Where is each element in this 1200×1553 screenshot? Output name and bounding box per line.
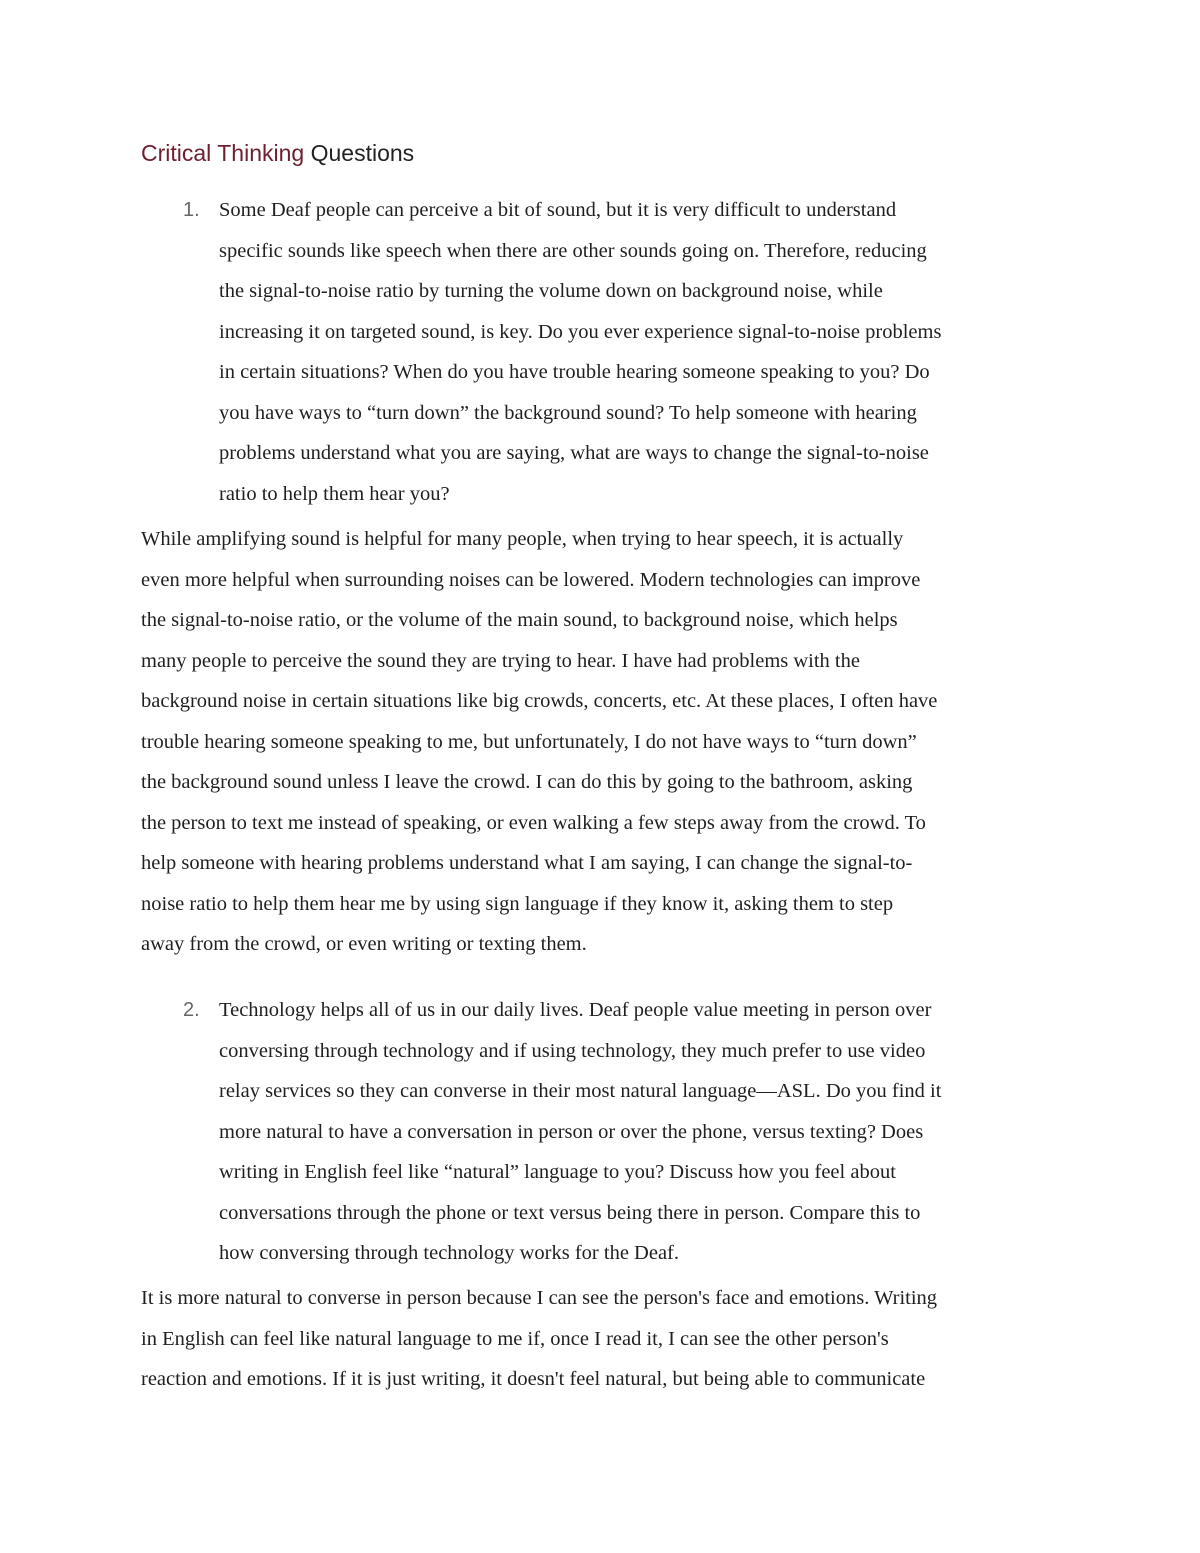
- question-1-line: ratio to help them hear you?: [219, 482, 450, 505]
- answer-1-line: While amplifying sound is helpful for many people, when trying to hear speech, it is actually: [141, 528, 904, 550]
- question-1: [183, 190, 1069, 514]
- question-2-line: more natural to have a conversation in person or over the phone, versus texting? Does: [219, 1120, 924, 1143]
- question-1-line: you have ways to “turn down” the background sound? To help someone with hearing: [219, 401, 917, 424]
- question-2-line: conversations through the phone or text versus being there in person. Compare this to: [219, 1201, 921, 1224]
- answer-1-line: many people to perceive the sound they are trying to hear. I have had problems with the: [141, 649, 860, 672]
- question-2-line: conversing through technology and if using technology, they much prefer to use video: [219, 1039, 926, 1062]
- question-2: [183, 990, 1069, 1274]
- answer-1-line: even more helpful when surrounding noises can be lowered. Modern technologies can improve: [141, 568, 921, 591]
- question-1-line: increasing it on targeted sound, is key. Do you ever experience signal-to-noise problems: [219, 320, 942, 343]
- question-1-line: specific sounds like speech when there are other sounds going on. Therefore, reducing: [219, 239, 927, 262]
- answer-1-line: the background sound unless I leave the crowd. I can do this by going to the bathroom, asking: [141, 771, 913, 793]
- answer-1-line: trouble hearing someone speaking to me, but unfortunately, I do not have ways to “turn down”: [141, 730, 917, 753]
- answer-2-line: It is more natural to converse in person because I can see the person's face and emotions. Writing: [141, 1287, 938, 1309]
- question-1-line: in certain situations? When do you have trouble hearing someone speaking to you? Do: [219, 361, 930, 383]
- answer-2-line: reaction and emotions. If it is just writing, it doesn't feel natural, but being able to communicate: [141, 1368, 926, 1390]
- question-1-line: the signal-to-noise ratio by turning the volume down on background noise, while: [219, 280, 883, 302]
- question-1-line: Some Deaf people can perceive a bit of sound, but it is very difficult to understand: [219, 199, 897, 221]
- answer-1: [141, 519, 1071, 965]
- question-2-line: how conversing through technology works for the Deaf.: [219, 1242, 679, 1264]
- answer-1-line: noise ratio to help them hear me by using sign language if they know it, asking them to step: [141, 892, 894, 915]
- question-2-line: writing in English feel like “natural” language to you? Discuss how you feel about: [219, 1161, 896, 1183]
- answer-1-line: background noise in certain situations like big crowds, concerts, etc. At these places, I often have: [141, 690, 938, 712]
- answer-1-line: away from the crowd, or even writing or texting them.: [141, 933, 587, 955]
- heading-rest: Questions: [304, 140, 415, 166]
- question-1-line: problems understand what you are saying, what are ways to change the signal-to-noise: [219, 442, 929, 464]
- question-2-line: Technology helps all of us in our daily lives. Deaf people value meeting in person over: [219, 999, 932, 1021]
- answer-1-line: help someone with hearing problems understand what I am saying, I can change the signal-to-: [141, 852, 913, 874]
- question-1-number: 1.: [183, 199, 200, 221]
- question-2-line: relay services so they can converse in their most natural language—ASL. Do you find it: [219, 1080, 942, 1102]
- answer-2: [141, 1278, 1071, 1400]
- answer-1-line: the person to text me instead of speaking, or even walking a few steps away from the crowd. To: [141, 811, 926, 834]
- answer-1-line: the signal-to-noise ratio, or the volume of the main sound, to background noise, which helps: [141, 609, 898, 631]
- answer-2-line: in English can feel like natural language to me if, once I read it, I can see the other person's: [141, 1327, 889, 1350]
- question-2-number: 2.: [183, 999, 200, 1021]
- heading-accent: Critical Thinking: [141, 140, 305, 166]
- section-heading: [141, 140, 414, 167]
